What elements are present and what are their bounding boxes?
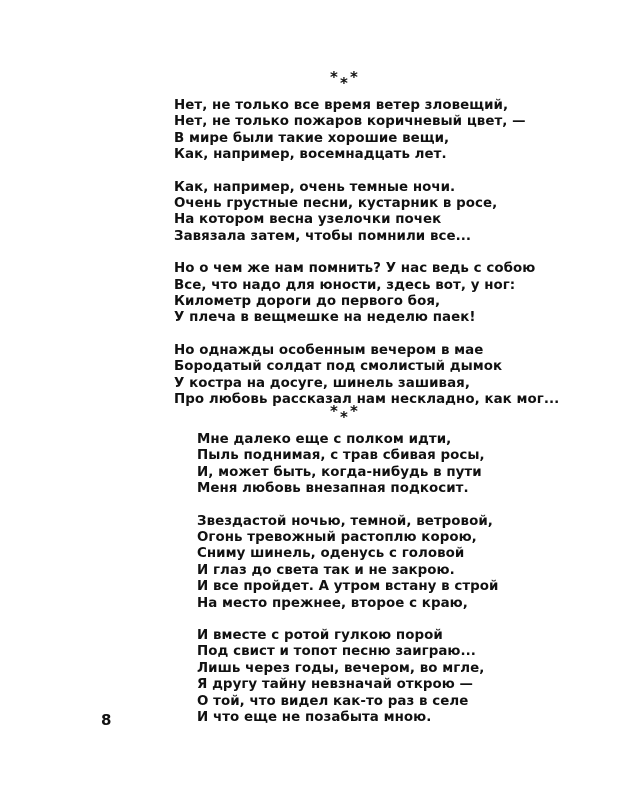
asterism-star: * <box>330 402 338 420</box>
verse-line: Нет, не только пожаров коричневый цвет, — <box>174 114 526 130</box>
asterism-star: * <box>330 68 338 86</box>
verse-line: Про любовь рассказал нам нескладно, как мог... <box>174 392 560 408</box>
poem-2 <box>197 432 498 727</box>
asterism-star: * <box>340 408 348 426</box>
verse-line: Под свист и топот песню заиграю... <box>197 644 476 660</box>
verse-line: Нет, не только все время ветер зловещий, <box>174 98 509 113</box>
verse-line: Я другу тайну невзначай открою — <box>197 677 473 693</box>
poem-1 <box>174 98 559 409</box>
asterism-star: * <box>350 402 358 420</box>
verse-line: В мире были такие хорошие вещи, <box>174 130 450 146</box>
verse-line: Но однажды особенным вечером в мае <box>174 342 484 358</box>
stanza <box>174 343 559 409</box>
verse-line: О той, что видел как-то раз в селе <box>197 693 469 709</box>
verse-line: Мне далеко еще с полком идти, <box>197 432 452 447</box>
verse-line: И глаз до света так и не закрою. <box>197 562 455 578</box>
stanza <box>197 514 498 612</box>
stanza <box>174 98 559 164</box>
verse-line: Лишь через годы, вечером, во мгле, <box>197 660 485 676</box>
verse-line: Но о чем же нам помнить? У нас ведь с собою <box>174 261 536 277</box>
verse-line: Огонь тревожный растоплю корою, <box>197 530 477 546</box>
poem1-asterism <box>330 70 390 90</box>
verse-line: Очень грустные песни, кустарник в росе, <box>174 196 498 212</box>
verse-line: Пыль поднимая, с трав сбивая росы, <box>197 448 485 464</box>
verse-line: Километр дороги до первого боя, <box>174 294 441 310</box>
verse-line: И, может быть, когда-нибудь в пути <box>197 464 482 480</box>
stanza <box>197 628 498 726</box>
verse-line: И что еще не позабыта мною. <box>197 710 432 726</box>
verse-line: Меня любовь внезапная подкосит. <box>197 481 469 497</box>
asterism-star: * <box>350 68 358 86</box>
verse-line: Бородатый солдат под смолистый дымок <box>174 359 503 375</box>
verse-line: У плеча в вещмешке на неделю паек! <box>174 310 476 326</box>
verse-line: И все пройдет. А утром встану в строй <box>197 579 499 595</box>
verse-line: Сниму шинель, оденусь с головой <box>197 546 465 562</box>
asterism-star: * <box>340 74 348 92</box>
verse-line: И вместе с ротой гулкою порой <box>197 628 443 644</box>
stanza <box>174 261 559 327</box>
verse-line: На место прежнее, второе с краю, <box>197 595 468 611</box>
verse-line: Звездастой ночью, темной, ветровой, <box>197 513 493 529</box>
verse-line: Завязала затем, чтобы помнили все... <box>174 228 472 244</box>
page-number: 8 <box>101 711 112 729</box>
stanza <box>174 180 559 246</box>
verse-line: Как, например, восемнадцать лет. <box>174 147 447 163</box>
verse-line: Как, например, очень темные ночи. <box>174 179 456 195</box>
stanza <box>197 432 498 498</box>
verse-line: Все, что надо для юности, здесь вот, у ног: <box>174 277 516 293</box>
verse-line: На котором весна узелочки почек <box>174 212 442 228</box>
verse-line: У костра на досуге, шинель зашивая, <box>174 375 470 391</box>
poem2-asterism <box>330 404 390 424</box>
